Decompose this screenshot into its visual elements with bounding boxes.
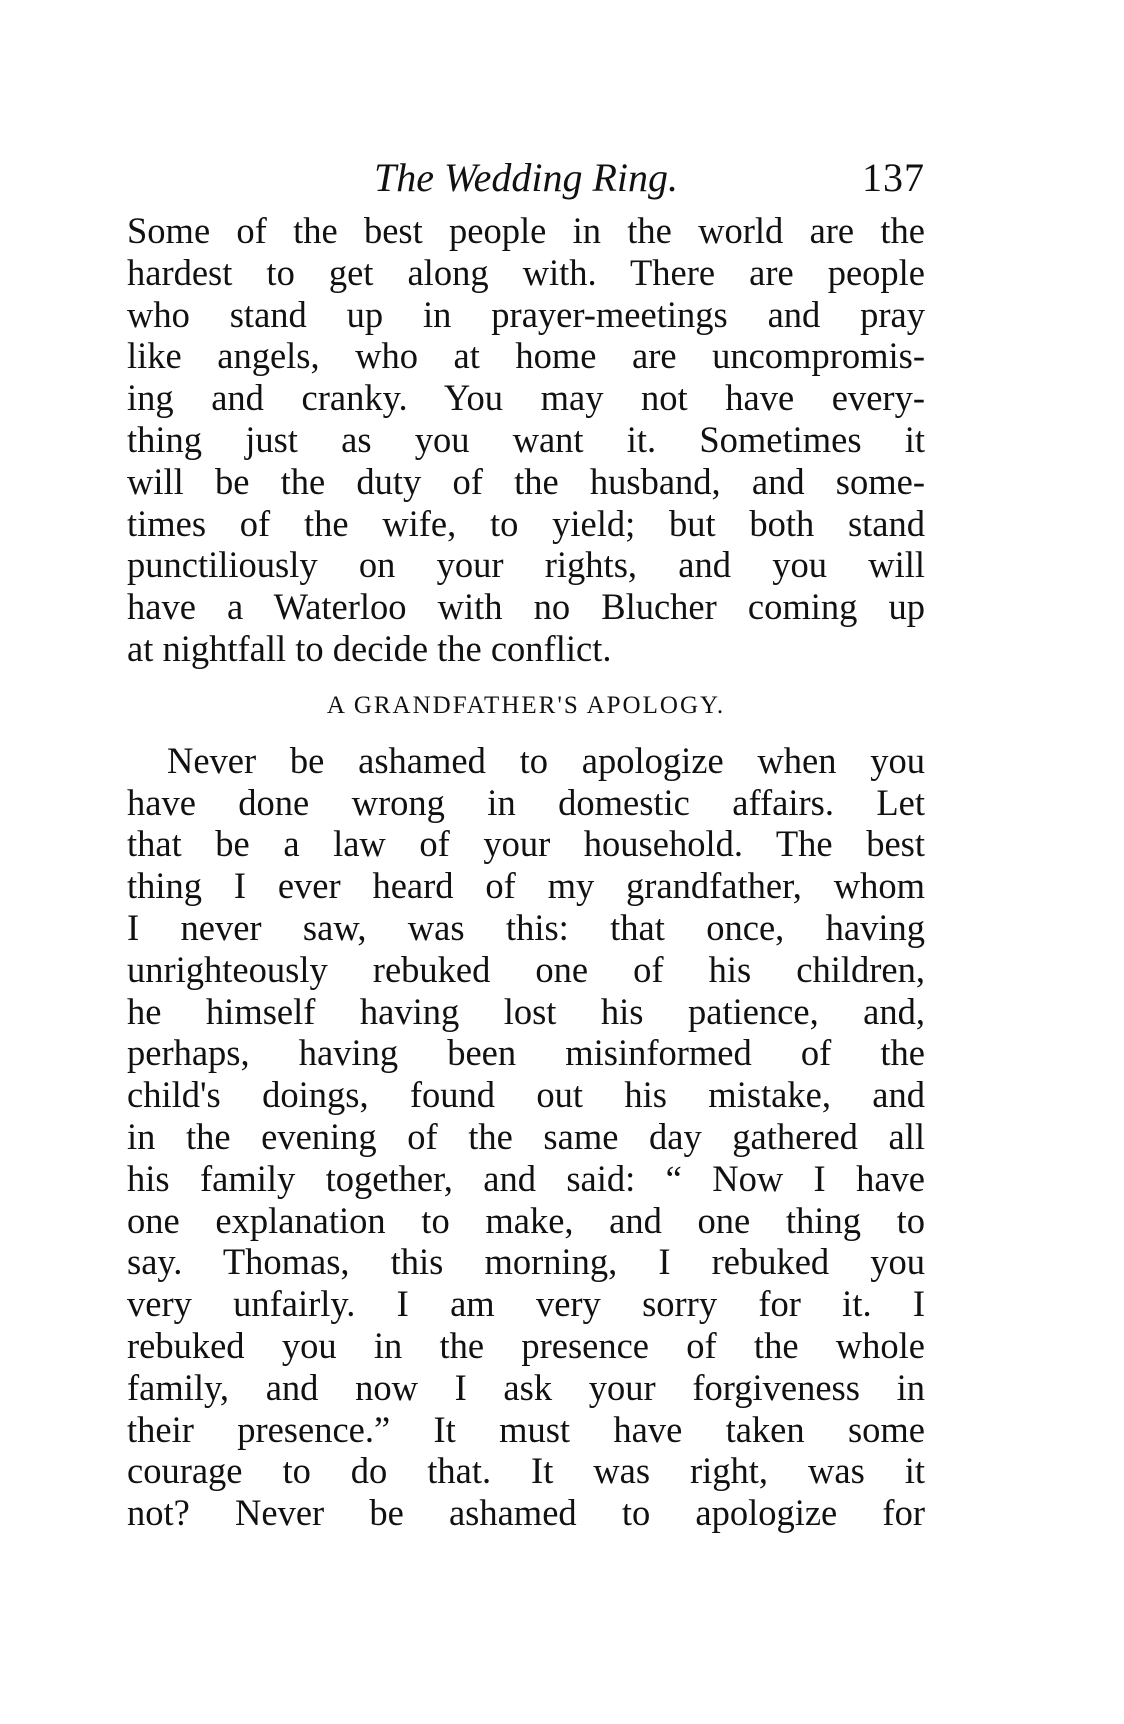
text-line: one explanation to make, and one thing to [127, 1199, 925, 1241]
section-heading: A GRANDFATHER'S APOLOGY. [326, 691, 726, 719]
text-line: in the evening of the same day gathered all [127, 1115, 925, 1157]
text-line: family, and now I ask your forgiveness in [127, 1366, 925, 1408]
text-line: will be the duty of the husband, and some- [127, 460, 925, 502]
text-line: ing and cranky. You may not have every- [127, 377, 925, 419]
text-line: punctiliously on your rights, and you will [127, 544, 925, 586]
text-line: child's doings, found out his mistake, and [127, 1074, 925, 1116]
text-line: I never saw, was this: that once, having [127, 906, 925, 948]
text-line: that be a law of your household. The best [127, 823, 925, 865]
text-line: his family together, and said: “ Now I have [127, 1157, 925, 1199]
running-head [127, 150, 925, 206]
paragraph-1 [127, 210, 925, 670]
page-number: 137 [862, 155, 925, 200]
text-line: courage to do that. It was right, was it [127, 1450, 925, 1492]
text-line: at nightfall to decide the conflict. [127, 627, 612, 669]
text-line: rebuked you in the presence of the whole [127, 1324, 925, 1366]
text-line: thing I ever heard of my grandfather, whom [127, 865, 925, 907]
text-line: perhaps, having been misinformed of the [127, 1032, 925, 1074]
text-line: their presence.” It must have taken some [127, 1408, 925, 1450]
text-line: like angels, who at home are uncompromis- [127, 335, 925, 377]
text-line: have done wrong in domestic affairs. Let [127, 781, 925, 823]
text-line: he himself having lost his patience, and, [127, 990, 925, 1032]
paragraph-2 [127, 740, 925, 1534]
text-line: have a Waterloo with no Blucher coming up [127, 586, 925, 628]
text-line: times of the wife, to yield; but both stand [127, 502, 925, 544]
text-line: say. Thomas, this morning, I rebuked you [127, 1241, 925, 1283]
text-line: who stand up in prayer-meetings and pray [127, 293, 925, 335]
running-title: The Wedding Ring. [373, 155, 679, 200]
text-line: hardest to get along with. There are people [127, 251, 925, 293]
text-line: unrighteously rebuked one of his children, [127, 948, 925, 990]
text-line: very unfairly. I am very sorry for it. I [127, 1283, 925, 1325]
text-line: Some of the best people in the world are the [127, 210, 925, 251]
text-line: thing just as you want it. Sometimes it [127, 418, 925, 460]
text-line: not? Never be ashamed to apologize for [127, 1492, 925, 1534]
book-page [127, 150, 925, 1534]
text-line: Never be ashamed to apologize when you [167, 739, 925, 781]
